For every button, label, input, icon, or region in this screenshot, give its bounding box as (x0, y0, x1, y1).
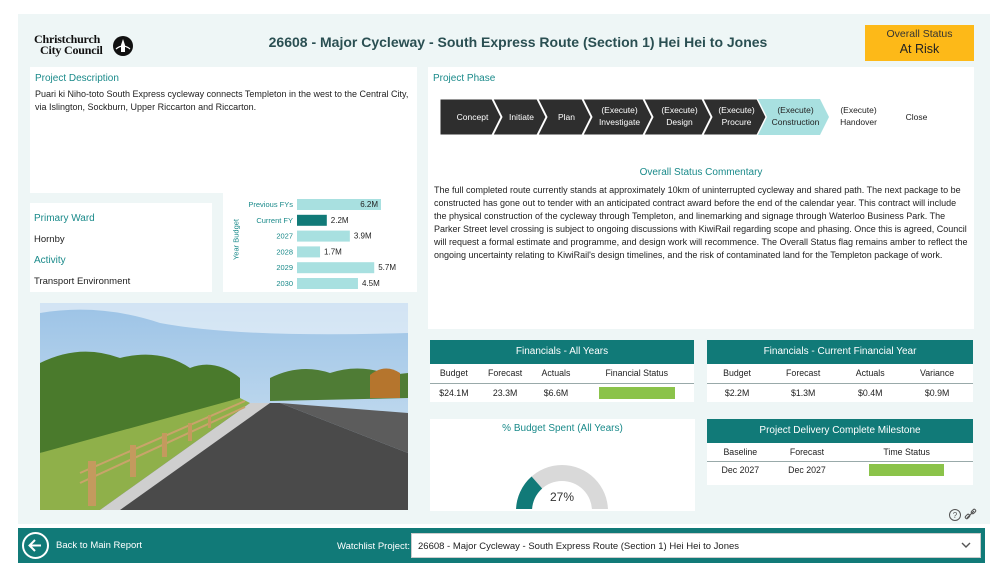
phase-step-label: (Execute) (661, 105, 698, 115)
phase-step-label: (Execute) (718, 105, 755, 115)
phase-step-label: (Execute) (777, 105, 814, 115)
phase-step-label: Plan (557, 112, 576, 122)
ward-activity-card (30, 203, 212, 292)
phase-step-label: Design (666, 117, 693, 127)
fin-all-forecast: 23.3M (492, 387, 518, 398)
phase-label: Project Phase (433, 73, 496, 84)
fin-current-actuals: $0.4M (857, 387, 883, 398)
description-label: Project Description (35, 73, 119, 84)
budget-bar (297, 215, 327, 226)
fin-current-header: Actuals (839, 364, 901, 383)
fin-current-header: Variance (901, 364, 973, 383)
phase-step-label: Procure (721, 117, 752, 127)
budget-spent-gauge (430, 439, 695, 509)
page-title: 26608 - Major Cycleway - South Express Route (Section 1) Hei Hei to Jones (268, 34, 768, 50)
activity-label: Activity (34, 255, 66, 266)
budget-category-label: 2029 (276, 263, 293, 273)
fin-current-forecast: $1.3M (790, 387, 816, 398)
budget-spent-title: % Budget Spent (All Years) (502, 423, 623, 434)
fin-all-header: Forecast (478, 364, 533, 383)
phase-step-label: Investigate (598, 117, 641, 127)
fin-all-status-cell (579, 383, 694, 402)
status-label: Overall Status (886, 28, 953, 40)
back-arrow-icon (24, 534, 47, 557)
y-axis-title: Year Budget (231, 219, 241, 261)
fin-all-title: Financials - All Years (430, 340, 694, 364)
milestone-status-cell (840, 461, 973, 479)
year-budget-chart (223, 191, 417, 292)
budget-category-label: 2030 (276, 279, 293, 288)
status-value: At Risk (899, 42, 940, 56)
commentary-label: Overall Status Commentary (639, 167, 763, 178)
milestone-header: Forecast (774, 443, 841, 461)
fin-current-header: Budget (707, 364, 767, 383)
status-commentary-card (428, 162, 974, 329)
project-description-card (30, 67, 417, 193)
watchlist-project-dropdown[interactable] (411, 533, 981, 558)
phase-step-label: (Execute) (601, 105, 638, 115)
milestone-forecast: Dec 2027 (788, 465, 826, 476)
milestone-header: Baseline (707, 443, 774, 461)
budget-bar (297, 278, 358, 289)
report-page (18, 14, 990, 524)
help-icon[interactable] (950, 510, 961, 521)
phase-chevrons (440, 99, 970, 139)
budget-bar (297, 262, 374, 273)
budget-category-label: Current FY (256, 215, 293, 225)
phase-step-label: Initiate (508, 112, 535, 122)
description-text: Puari ki Niho-toto South Express cycleway connects Templeton in the west to the Central City, via Islington, Sockburn, Upper Riccarton and Riccarton. (35, 89, 409, 112)
commentary-text: The full completed route currently stands at approximately 10km of uninterrupted cycleway and shared path. The next package to be constructed has gone out to tender with an anticipated contract award before the end of the calendar year. This contract will include the physical construction of the cycleway through Templeton, and linemarking and signage through Waterloo Business Park. The Parker Street level crossing is subject to ongoing discussions with KiwiRail regarding scope and phasing. Once this is agreed, Council will request a formal estimate and programme, and design work will recommence. The Overall Status flag remains amber to reflect the ongoing uncertainty relating to KiwiRail's design timelines, and the risk of contaminated land for the Templeton package of work. (434, 185, 968, 260)
budget-spent-card (430, 419, 695, 511)
phase-step-label: Close (905, 112, 928, 122)
fin-current-budget: $2.2M (724, 387, 750, 398)
budget-value-label: 4.5M (361, 279, 380, 288)
phase-step-label: Concept (456, 112, 489, 122)
ward-label: Primary Ward (34, 213, 95, 224)
fin-current-title: Financials - Current Financial Year (707, 340, 973, 364)
budget-bar (297, 246, 320, 257)
fin-all-header: Actuals (532, 364, 579, 383)
council-logo (34, 32, 134, 58)
visual-action-icons (948, 508, 978, 525)
fin-all-header: Financial Status (579, 364, 694, 383)
logo-line2: City Council (40, 43, 103, 57)
milestone-header: Time Status (840, 443, 973, 461)
budget-value-label: 1.7M (324, 247, 342, 257)
budget-spent-value: 27% (549, 490, 575, 504)
time-status-indicator (869, 464, 944, 476)
project-phase-card (428, 67, 974, 165)
cathedral-logo-icon (112, 35, 134, 57)
fin-all-actuals: $6.6M (543, 387, 569, 398)
logo-line1: Christchurch (34, 32, 101, 46)
financials-current-year (707, 340, 973, 408)
budget-value-label: 3.9M (353, 231, 372, 241)
financial-status-indicator (599, 387, 675, 399)
budget-value-label: 5.7M (378, 263, 397, 273)
chevron-down-icon (960, 539, 972, 551)
budget-value-label: 6.2M (360, 200, 378, 209)
project-photo (40, 303, 408, 510)
phase-step-label: Construction (771, 117, 820, 127)
overall-status-badge (865, 25, 974, 61)
delivery-milestone-card (707, 419, 973, 485)
back-button[interactable] (22, 532, 49, 559)
budget-category-label: 2028 (276, 247, 293, 257)
budget-bar-chart (223, 191, 417, 292)
budget-category-label: 2027 (276, 231, 293, 241)
financials-all-years (430, 340, 694, 408)
fin-all-header: Budget (430, 364, 478, 383)
watchlist-label: Watchlist Project: (337, 541, 411, 552)
fin-current-variance: $0.9M (924, 387, 950, 398)
back-to-main-link[interactable]: Back to Main Report (56, 540, 143, 551)
budget-value-label: 2.2M (330, 215, 349, 225)
fin-all-budget: $24.1M (439, 387, 469, 398)
svg-text:?: ? (952, 511, 958, 520)
milestone-title: Project Delivery Complete Milestone (707, 419, 973, 443)
footer-bar (18, 528, 985, 563)
fin-current-header: Forecast (767, 364, 839, 383)
phase-step-label: Handover (840, 117, 877, 127)
milestone-baseline: Dec 2027 (721, 465, 760, 476)
watchlist-selected-value: 26608 - Major Cycleway - South Express Route (Section 1) Hei Hei to Jones (418, 541, 740, 552)
phase-step-label: (Execute) (840, 105, 877, 115)
budget-bar (297, 231, 350, 242)
link-icon[interactable] (965, 509, 977, 520)
activity-value: Transport Environment (34, 276, 131, 287)
budget-category-label: Previous FYs (248, 200, 293, 209)
ward-value: Hornby (34, 234, 65, 245)
